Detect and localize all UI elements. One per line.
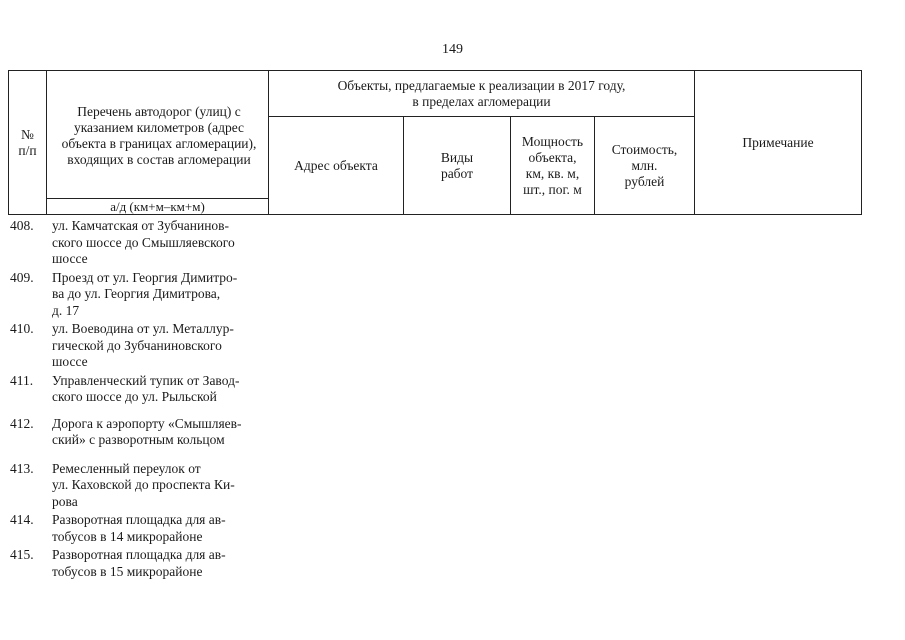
row-number: 413. xyxy=(10,460,34,476)
row-text: Дорога к аэропорту «Смышляев- ский» с разворотным кольцом xyxy=(52,415,242,447)
row-text: ул. Воеводина от ул. Металлур- гической до Зубчаниновского шоссе xyxy=(52,321,234,369)
row-text: Ремесленный переулок от ул. Каховской до проспекта Ки- рова xyxy=(52,460,235,509)
row-number: 411. xyxy=(10,372,34,388)
header-group: Объекты, предлагаемые к реализации в 2017 году, в пределах агломерации xyxy=(337,77,626,109)
row-number: 415. xyxy=(10,547,34,562)
list-item xyxy=(10,373,280,406)
list-item xyxy=(10,270,280,320)
row-text: Разворотная площадка для ав- тобусов в 15 микрорайоне xyxy=(52,547,226,579)
header-note: Примечание xyxy=(742,134,814,150)
page-number: 149 xyxy=(442,42,463,57)
list-item xyxy=(10,547,280,580)
row-text: ул. Камчатская от Зубчанинов- ского шоссе до Смышляевского шоссе xyxy=(52,218,235,266)
list-item xyxy=(10,512,280,545)
list-item xyxy=(10,461,280,511)
header-works: Виды работ xyxy=(440,149,474,181)
header-roads: Перечень автодорог (улиц) с указанием километров (адрес объекта в границах агломерации), входящих в состав агломерации xyxy=(61,104,257,167)
row-text: Разворотная площадка для ав- тобусов в 14 микрорайоне xyxy=(52,512,226,544)
header-cost: Стоимость, млн. рублей xyxy=(611,141,678,189)
row-number: 408. xyxy=(10,218,34,233)
list-item xyxy=(10,218,280,268)
row-number: 414. xyxy=(10,512,34,527)
list-item xyxy=(10,321,280,371)
header-roads-sublabel: а/д (км+м–км+м) xyxy=(110,198,205,214)
header-address: Адрес объекта xyxy=(294,157,378,173)
header-capacity: Мощность объекта, км, кв. м, шт., пог. м xyxy=(521,133,584,197)
row-text: Управленческий тупик от Завод- ского шоссе до ул. Рыльской xyxy=(52,372,240,404)
road-list xyxy=(10,218,280,580)
row-number: 409. xyxy=(10,269,34,285)
row-text: Проезд от ул. Георгия Димитро- ва до ул. Георгия Димитрова, д. 17 xyxy=(52,269,238,318)
row-number: 410. xyxy=(10,321,34,336)
row-number: 412. xyxy=(10,415,34,431)
header-num: № п/п xyxy=(18,126,37,158)
list-item xyxy=(10,416,280,449)
